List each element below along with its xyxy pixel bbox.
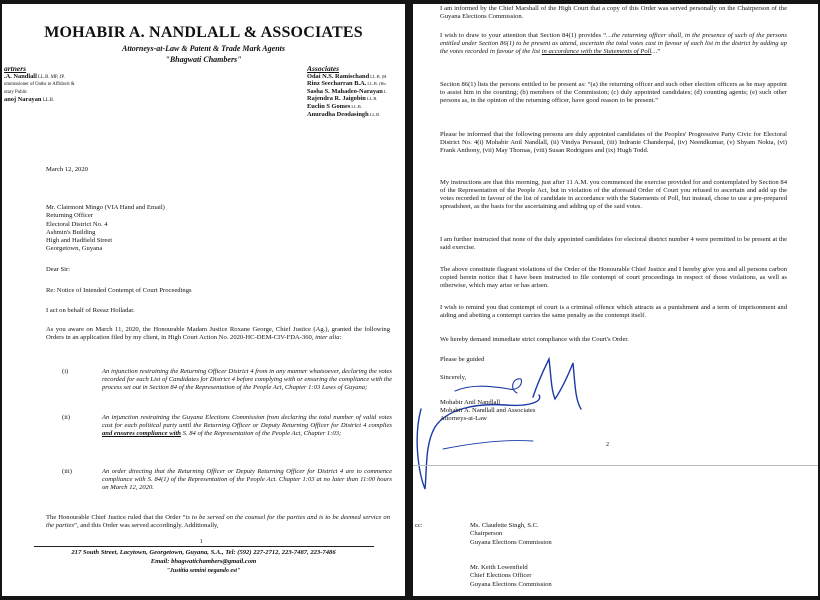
footer-motto: "Justitia semini negando est" (166, 568, 241, 574)
order-number: (iii) (62, 468, 72, 475)
partner-line: ommissioner of Oaths to Affidavit & (4, 82, 75, 88)
associate-line: Euclin S Gomes LL.B. (307, 102, 362, 110)
associates-column (307, 65, 405, 118)
footer-rule (34, 546, 374, 547)
associate-line: Anuradha Deodasingh LL.B. (307, 110, 381, 118)
associate-line: Odai N.S. Ramischand LL.B. (H (307, 72, 387, 80)
firm-tagline: Attorneys-at-Law & Patent & Trade Mark Agents (122, 44, 285, 53)
partner-line: anoj Narayan LL.B. (4, 96, 55, 104)
body-paragraph: I wish to draw to your attention that Section 84(1) provides “…the returning officer shall, in the presence of such of the persons entitled under Section 86(1) to be present as attend, ascertain the total votes cast in favour of each list in the district by adding up the votes recorded in favour of the list in accordance with the Statements of Poll…” (440, 32, 787, 56)
salutation: Dear Sir: (46, 266, 70, 273)
order-item: An order directing that the Returning Officer or Deputy Returning Officer for District 4 are to commence compliance with S. 84(1) of the Representation of the People Act. Chapter 1:03 at no later than 11:00 hours on March 12, 2020. (102, 468, 392, 492)
letter-page-1 (2, 4, 405, 596)
order-item: An injunction restraining the Guyana Elections Commission from declaring the total number of valid votes cast for each political party until the Returning Officer or Deputy Returning Officer for District 4 complies and ensures compliance with S. 84 of the Representation of the People Act, Chapter 1:03; (102, 414, 392, 438)
letter-date: March 12, 2020 (46, 166, 88, 173)
order-number: (i) (62, 368, 69, 375)
associates-heading: Associates (307, 65, 340, 73)
intro-paragraph: As you aware on March 11, 2020, the Honourable Madam Justice Roxane George, Chief Justice (Ag.), granted the following Orders in an application filed by my client, in High Court Action No. 2020-HC-DEM-CIV-FDA-360, inter alia: (46, 326, 390, 342)
partner-line: otary Public (4, 89, 28, 95)
partner-line: .A. Nandlall LL.B. MP, JP. (4, 72, 65, 80)
body-paragraph: The above constitute flagrant violations of the Order of the Honourable Chief Justice and I hereby give you and all persons carbon copied herein notice that I have been instructed to file contempt of court proceedings in respect of those violations, as well as otherwise, which may arise or has arisen. (440, 266, 787, 290)
page-number: 1 (200, 539, 203, 545)
ruling-paragraph: The Honourable Chief Justice ruled that the Order “is to be served on the counsel for the parties and is to be deemed service on the parties”, and this Order was served accordingly. Additionally, (46, 514, 390, 530)
chambers-name: "Bhagwati Chambers" (165, 55, 242, 64)
partners-column (4, 65, 134, 105)
body-paragraph: Section 86(1) lists the persons entitled to be present as: “(a) the returning officer and such other election officers as he may appoint to assist him in the counting; (b) members of the Commission; (c) duly appointed candidates; (d) counting agents; (e) such other persons as, in the opinion of the returning officer, have good reason to be present.” (440, 81, 787, 105)
cc-label: cc: (415, 522, 423, 529)
letter-page-2 (413, 4, 818, 596)
closing-line: Please be guided (440, 356, 485, 363)
signer-block: Mohabir Anil Nandlall Mohabir A. Nandlall and Associates Attorneys-at-Law (440, 399, 536, 423)
firm-name: MOHABIR A. NANDLALL & ASSOCIATES (44, 24, 363, 41)
behalf-line: I act on behalf of Reeaz Holladar. (46, 307, 135, 314)
handwritten-signature-icon (413, 349, 613, 499)
associate-line: Rinz Seecharran B.A. LL.B. (Ho (307, 80, 386, 88)
footer-email: Email: bhagwatichambers@gmail.com (150, 558, 257, 565)
associate-line: Rajendra R. Jaigobin LL.B. (307, 95, 378, 103)
sincerely-line: Sincerely, (440, 374, 467, 381)
recipient-address: Mr. Clairmont Mingo (VIA Hand and Email) Returning Officer Electoral District No. 4 Ashmin's Building High and Hadfield Street Georgetown, Guyana (46, 204, 165, 253)
order-number: (ii) (62, 414, 71, 421)
page-number: 2 (606, 442, 609, 448)
subject-line: Re: Notice of Intended Contempt of Court Proceedings (46, 287, 192, 294)
footer-address: 217 South Street, Lacytown, Georgetown, Guyana, S.A., Tel: (592) 227-2712, 223-7487, 223-7486 (71, 549, 336, 556)
body-paragraph: My instructions are that this morning, just after 11 A.M. you commenced the exercise provided for and contemplated by Section 84 of the Representation of the People Act, but in violation of the aforesaid Order of Court you refused to ascertain and add up the votes recorded in favour of the list of candidate in accordance with the Statements of Poll, but instead, chose to use a pre-prepared spreadsheet, as the basis for the ascertaining and adding up of the said votes. (440, 179, 787, 211)
page-separator (413, 465, 818, 466)
associate-line: Sasha S. Mahadeo-Narayan L (307, 87, 387, 95)
cc-recipient: Ms. Claudette Singh, S.C. Chairperson Guyana Elections Commission (470, 522, 552, 546)
order-item: An injunction restraining the Returning Officer District 4 from in any manner whatsoever, declaring the votes recorded for each List of Candidates for District 4 before complying with or ensuring the compliance with the process set out in Section 84 of the Representation of the People Act, Chapter 1:03 Laws of Guyana; (102, 368, 392, 392)
body-paragraph: I wish to remind you that contempt of court is a criminal offence which attracts as a punishment and a term of imprisonment and aiding and abetting a contempt carries the same penalty as the contempt itself. (440, 304, 787, 320)
cc-recipient: Mr. Keith Lowenfield Chief Elections Officer Guyana Elections Commission (470, 564, 552, 588)
body-paragraph: I am informed by the Chief Marshall of the High Court that a copy of this Order was served personally on the Chairperson of the Guyana Elections Commission. (440, 5, 787, 21)
body-paragraph: Please be informed that the following persons are duly appointed candidates of the Peoples' Progressive Party Civic for Electoral District No. 4(i) Mohabir Anil Nandlall, (ii) Vindya Persaud, (iii) Indranie Chanderpal, (iv) Neendkumar, (v) Shyam Nokta, (vi) Frank Anthony, (vii) May Thomas, (viii) Susan Rodrigues and (ix) Hugh Todd. (440, 131, 787, 155)
partners-heading: artners (4, 64, 27, 73)
body-paragraph: We hereby demand immediate strict compliance with the Court's Order. (440, 336, 629, 343)
body-paragraph: I am further instructed that none of the duly appointed candidates for electoral district number 4 were permitted to be present at the said exercise. (440, 236, 787, 252)
